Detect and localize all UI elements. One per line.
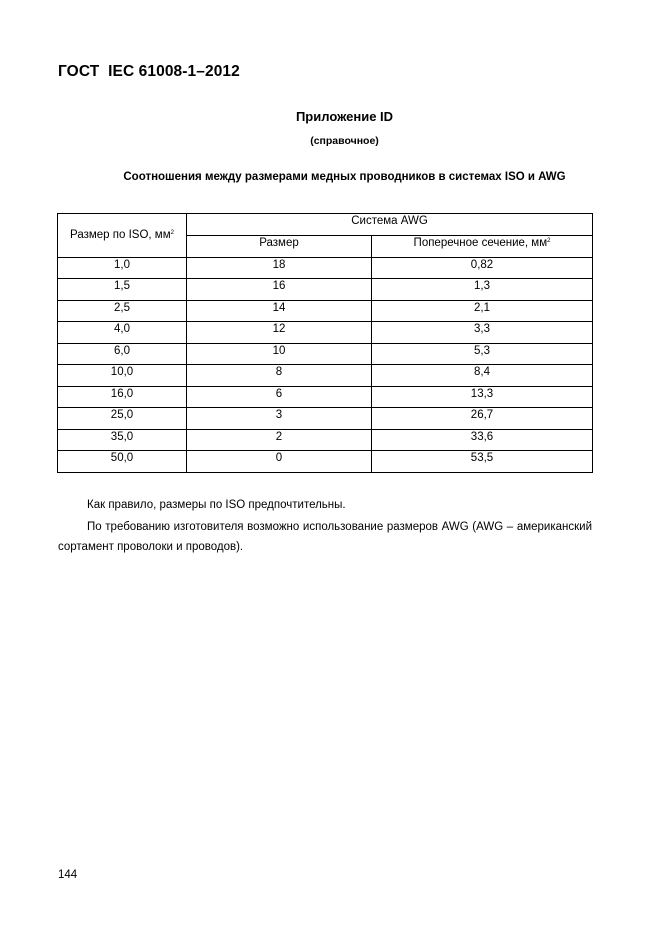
cell-cross-section: 33,6 bbox=[372, 429, 593, 451]
table-row bbox=[58, 408, 593, 430]
cell-iso-size: 35,0 bbox=[58, 429, 187, 451]
note-paragraph-1: Как правило, размеры по ISO предпочтительны. bbox=[87, 499, 346, 511]
cell-awg-size: 14 bbox=[187, 300, 372, 322]
table-row bbox=[58, 343, 593, 365]
cell-awg-size: 12 bbox=[187, 322, 372, 344]
cell-iso-size: 6,0 bbox=[58, 343, 187, 365]
annex-title: Приложение ID bbox=[295, 109, 394, 124]
annex-subtitle: (справочное) bbox=[310, 135, 379, 147]
table-row bbox=[58, 257, 593, 279]
table-body bbox=[58, 257, 593, 472]
table-row bbox=[58, 429, 593, 451]
header-awg-system: Система AWG bbox=[187, 214, 593, 236]
cell-awg-size: 6 bbox=[187, 386, 372, 408]
cell-cross-section: 13,3 bbox=[372, 386, 593, 408]
header-iso-size: Размер по ISO, $мм^2$ bbox=[58, 214, 187, 258]
cell-iso-size: 25,0 bbox=[58, 408, 187, 430]
cell-cross-section: 0,82 bbox=[372, 257, 593, 279]
table-caption: Соотношения между размерами медных проводников в системах ISO и AWG bbox=[123, 171, 566, 183]
cell-awg-size: 8 bbox=[187, 365, 372, 387]
cell-awg-size: 16 bbox=[187, 279, 372, 301]
cell-iso-size: 2,5 bbox=[58, 300, 187, 322]
cell-iso-size: 1,0 bbox=[58, 257, 187, 279]
cell-cross-section: 5,3 bbox=[372, 343, 593, 365]
cell-awg-size: 10 bbox=[187, 343, 372, 365]
cell-cross-section: 8,4 bbox=[372, 365, 593, 387]
cell-cross-section: 26,7 bbox=[372, 408, 593, 430]
cell-cross-section: 1,3 bbox=[372, 279, 593, 301]
table-row bbox=[58, 365, 593, 387]
table-row bbox=[58, 300, 593, 322]
cell-iso-size: 50,0 bbox=[58, 451, 187, 473]
page-number: 144 bbox=[58, 869, 78, 881]
cell-iso-size: 10,0 bbox=[58, 365, 187, 387]
iso-awg-table bbox=[57, 213, 593, 473]
cell-cross-section: 53,5 bbox=[372, 451, 593, 473]
note-paragraph-2: По требованию изготовителя возможно использование размеров AWG (AWG – американский сортамент проволоки и проводов). bbox=[58, 521, 592, 553]
cell-iso-size: 4,0 bbox=[58, 322, 187, 344]
cell-iso-size: 16,0 bbox=[58, 386, 187, 408]
table-row bbox=[58, 386, 593, 408]
cell-iso-size: 1,5 bbox=[58, 279, 187, 301]
header-cross-section: Поперечное сечение, $мм^2$ bbox=[372, 236, 593, 258]
cell-awg-size: 2 bbox=[187, 429, 372, 451]
cell-cross-section: 2,1 bbox=[372, 300, 593, 322]
cell-cross-section: 3,3 bbox=[372, 322, 593, 344]
cell-awg-size: 18 bbox=[187, 257, 372, 279]
table-row bbox=[58, 322, 593, 344]
cell-awg-size: 0 bbox=[187, 451, 372, 473]
document-code: ГОСТ IEC 61008-1–2012 bbox=[58, 63, 240, 80]
cell-awg-size: 3 bbox=[187, 408, 372, 430]
table-row bbox=[58, 451, 593, 473]
header-awg-size: Размер bbox=[187, 236, 372, 258]
table-row bbox=[58, 279, 593, 301]
